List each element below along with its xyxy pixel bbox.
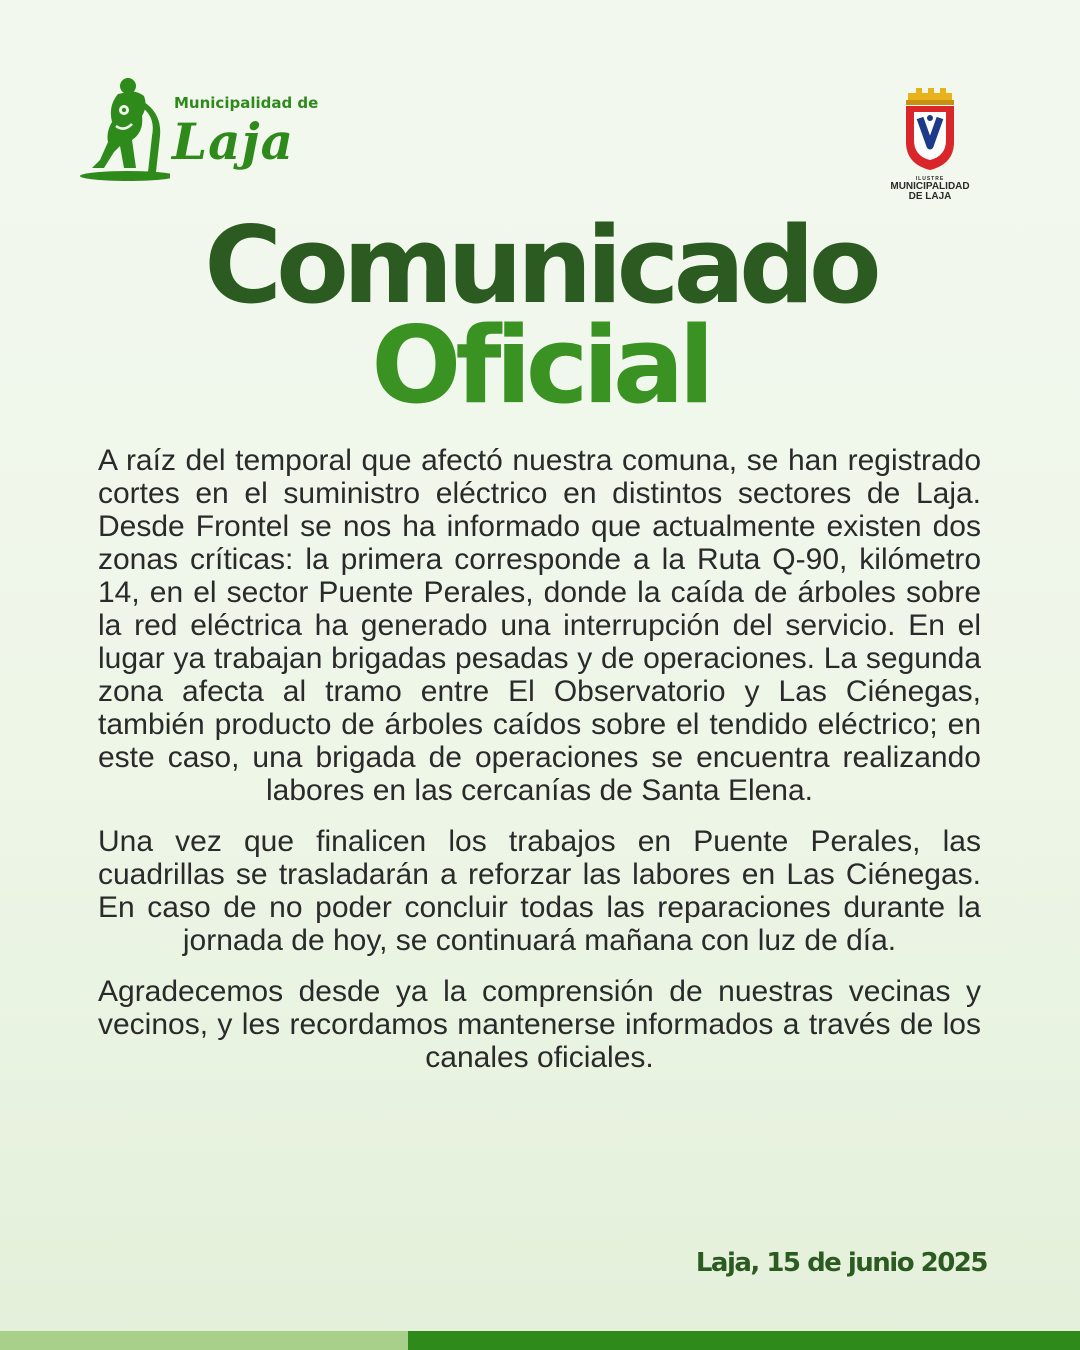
logo-subtitle: Municipalidad de <box>174 94 319 112</box>
coat-of-arms-logo <box>876 84 984 204</box>
footer-bar-light <box>0 1331 408 1350</box>
logo-name: Laja <box>172 112 295 171</box>
municipality-logo <box>78 76 328 186</box>
coat-big-text <box>876 182 984 202</box>
announcement-body <box>98 444 981 1092</box>
coat-line-2: DE LAJA <box>908 191 952 202</box>
coat-small-text: ILUSTRE <box>915 176 945 182</box>
footer-bar-dark <box>408 1331 1080 1350</box>
coat-line-1: MUNICIPALIDAD <box>890 181 970 192</box>
coat-of-arms-icon <box>876 84 984 174</box>
paragraph-2: Una vez que finalicen los trabajos en Puente Perales, las cuadrillas se trasladarán a reforzar las labores en Las Ciénegas. En caso de no poder concluir todas las reparaciones durante la jornada de hoy, se continuará mañana con luz de día. <box>98 825 981 957</box>
figure-icon <box>78 76 170 184</box>
title-line-1: Comunicado <box>204 204 876 327</box>
paragraph-3: Agradecemos desde ya la comprensión de nuestras vecinas y vecinos, y les recordamos mantenerse informados a través de los canales oficiales. <box>98 975 981 1074</box>
title-line-2: Oficial <box>371 304 709 427</box>
paragraph-1: A raíz del temporal que afectó nuestra comuna, se han registrado cortes en el suministro eléctrico en distintos sectores de Laja. Desde Frontel se nos ha informado que actualmente existen dos zonas críticas: la primera corresponde a la Ruta Q-90, kilómetro 14, en el sector Puente Perales, donde la caída de árboles sobre la red eléctrica ha generado una interrupción del servicio. En el lugar ya trabajan brigadas pesadas y de operaciones. La segunda zona afecta al tramo entre El Observatorio y Las Ciénegas, también producto de árboles caídos sobre el tendido eléctrico; en este caso, una brigada de operaciones se encuentra realizando labores en las cercanías de Santa Elena. <box>98 444 981 807</box>
date-line: Laja, 15 de junio 2025 <box>695 1248 987 1278</box>
